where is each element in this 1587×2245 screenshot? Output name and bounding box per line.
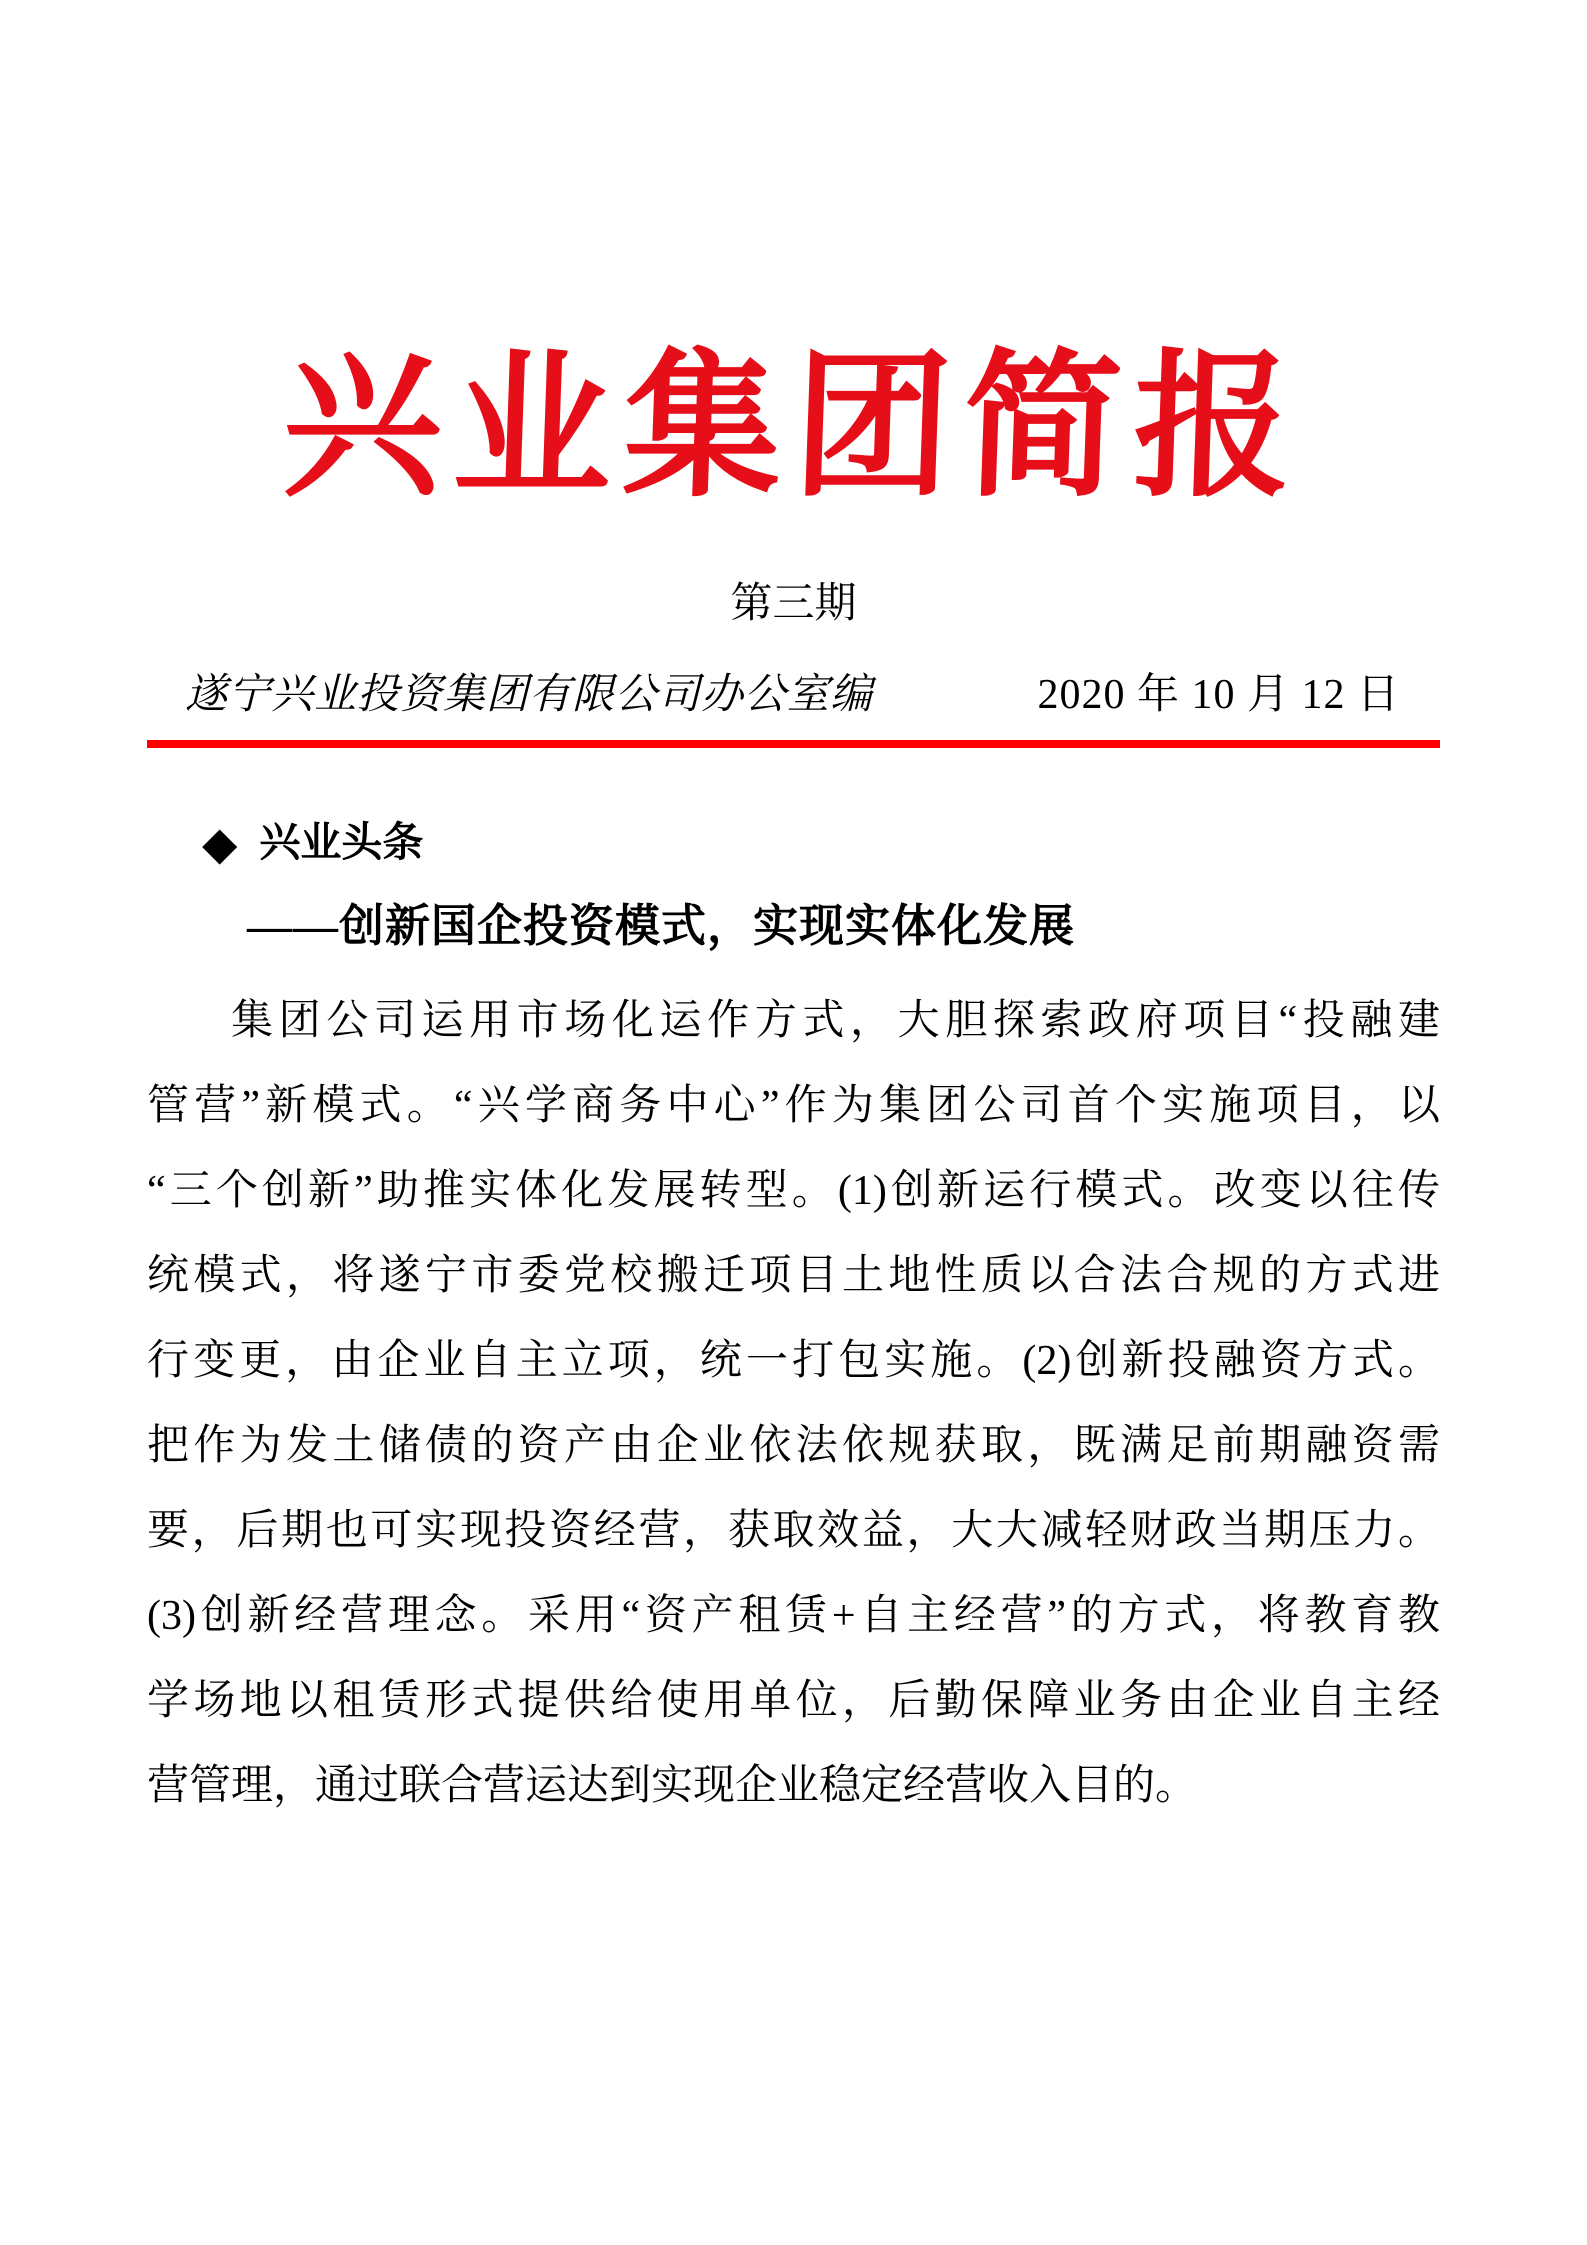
diamond-bullet-icon: ◆ — [202, 815, 238, 870]
newsletter-title: 兴业集团简报 — [280, 341, 1307, 516]
body-line: (3)创新经营理念。采用“资产租赁+自主经营”的方式，将教育教 — [147, 1593, 1440, 1640]
masthead — [147, 330, 1440, 748]
publication-date: 2020 年 10 月 12 日 — [1037, 671, 1400, 718]
section-heading — [147, 815, 1440, 870]
body-line: “三个创新”助推实体化发展转型。(1)创新运行模式。改变以往传 — [147, 1168, 1440, 1215]
issue-number: 第三期 — [730, 578, 857, 626]
red-divider-rule — [147, 740, 1440, 748]
masthead-info-row — [147, 670, 1440, 720]
body-line: 要，后期也可实现投资经营，获取效益，大大减轻财政当期压力。 — [147, 1508, 1440, 1555]
headline-section — [147, 815, 1440, 1829]
section-heading-label: 兴业头条 — [259, 819, 424, 866]
body-line: 管营”新模式。“兴学商务中心”作为集团公司首个实施项目，以 — [147, 1083, 1440, 1130]
body-line: 学场地以租赁形式提供给使用单位，后勤保障业务由企业自主经 — [147, 1678, 1440, 1725]
body-line: 营管理，通过联合营运达到实现企业稳定经营收入目的。 — [147, 1763, 1198, 1810]
body-line: 行变更，由企业自主立项，统一打包实施。(2)创新投融资方式。 — [147, 1338, 1440, 1385]
article-subtitle: ——创新国企投资模式，实现实体化发展 — [247, 901, 1076, 952]
article-body — [147, 979, 1440, 1829]
body-line: 把作为发土储债的资产由企业依法依规获取，既满足前期融资需 — [147, 1423, 1440, 1470]
body-line: 集团公司运用市场化运作方式，大胆探索政府项目“投融建 — [231, 998, 1440, 1045]
editor-line: 遂宁兴业投资集团有限公司办公室编 — [185, 671, 874, 718]
body-line: 统模式，将遂宁市委党校搬迁项目土地性质以合法合规的方式进 — [147, 1253, 1440, 1300]
